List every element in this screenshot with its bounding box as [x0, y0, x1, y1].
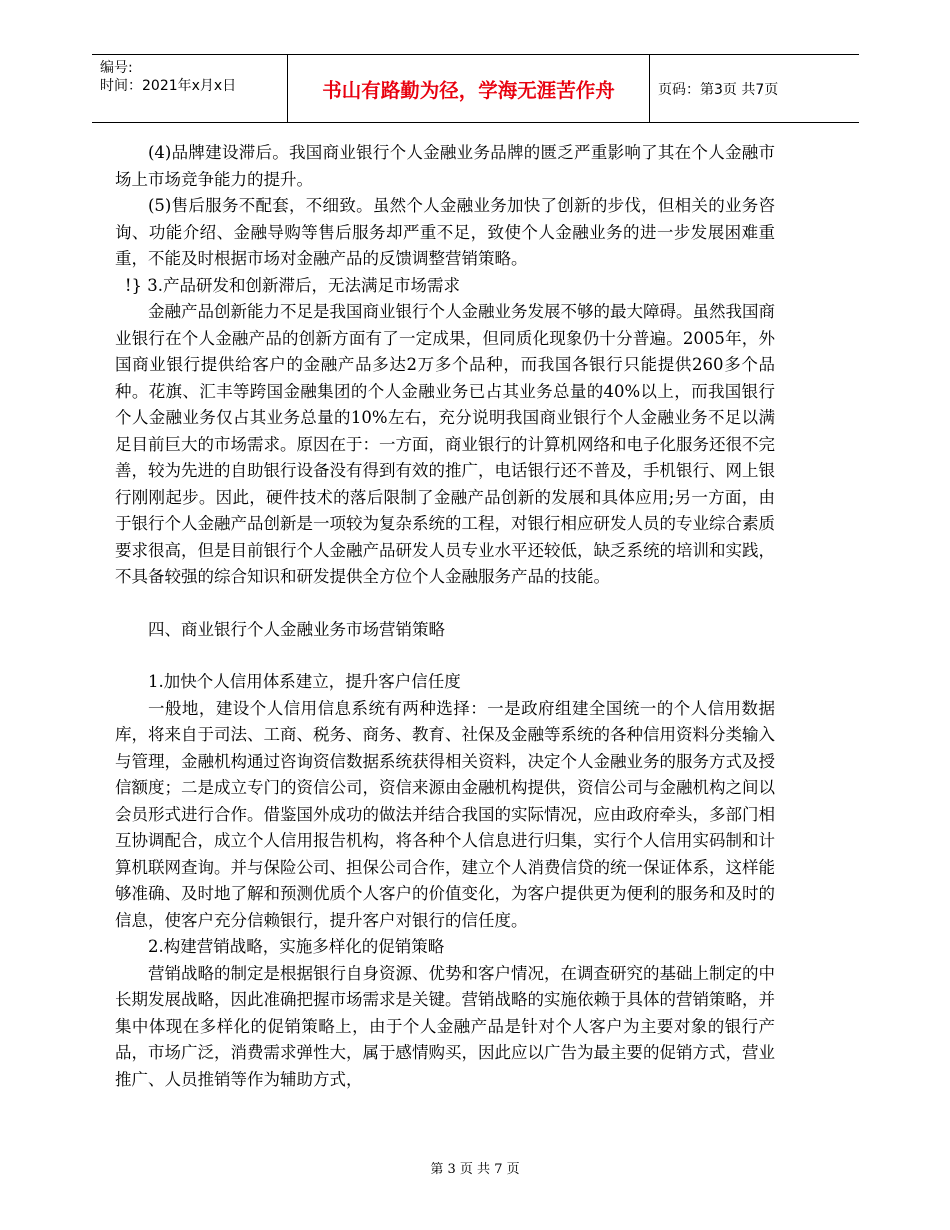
- section-heading-strategy: 四、商业银行个人金融业务市场营销策略: [148, 619, 445, 639]
- header-meta: [92, 55, 288, 122]
- header-slogan: 书山有路勤为径，学海无涯苦作舟: [288, 55, 650, 122]
- paragraph-after-sales: (5)售后服务不配套，不细致。虽然个人金融业务加快了创新的步伐，但相关的业务咨询、功能介绍、金融导购等售后服务却严重不足，致使个人金融业务的进一步发展困难重重，不能及时根据市场对金融产品的反馈调整营销策略。: [115, 196, 775, 268]
- time-label: 时间：2021年x月x日: [100, 78, 237, 94]
- page-footer: 第 3 页 共 7 页: [430, 1162, 520, 1177]
- paragraph-credit-system: 一般地，建设个人信用信息系统有两种选择：一是政府组建全国统一的个人信用数据库，将来自于司法、工商、税务、商务、教育、社保及金融等系统的各种信用资料分类输入与管理，金融机构通过咨询资信数据系统获得相关资料，决定个人金融业务的服务方式及授信额度；二是成立专门的资信公司，资信来源由金融机构提供，资信公司与金融机构之间以会员形式进行合作。借鉴国外成功的做法并结合我国的实际情况，应由政府牵头，多部门相互协调配合，成立个人信用报告机构，将各种个人信息进行归集，实行个人信用实码制和计算机联网查询。并与保险公司、担保公司合作，建立个人消费信贷的统一保证体系，这样能够准确、及时地了解和预测优质个人客户的价值变化，为客户提供更为便利的服务和及时的信息，使客户充分信赖银行，提升客户对银行的信任度。: [115, 698, 775, 930]
- subheading-marketing-strategy: 2.构建营销战略，实施多样化的促销策略: [148, 937, 445, 956]
- paragraph-marketing-strategy: 营销战略的制定是根据银行自身资源、优势和客户情况，在调查研究的基础上制定的中长期发展战略，因此准确把握市场需求是关键。营销战略的实施依赖于具体的营销策略，并集中体现在多样化的促销策略上，由于个人金融产品是针对个人客户为主要对象的银行产品，市场广泛，消费需求弹性大，属于感情购买，因此应以广告为最主要的促销方式，营业推广、人员推销等作为辅助方式，: [115, 963, 775, 1089]
- paragraph-innovation: 金融产品创新能力不足是我国商业银行个人金融业务发展不够的最大障碍。虽然我国商业银行在个人金融产品的创新方面有了一定成果，但同质化现象仍十分普遍。2005年，外国商业银行提供给客户的金融产品多达2万多个品种，而我国各银行只能提供260多个品种。花旗、汇丰等跨国金融集团的个人金融业务已占其业务总量的40%以上，而我国银行个人金融业务仅占其业务总量的10%左右，充分说明我国商业银行个人金融业务不足以满足目前巨大的市场需求。原因在于：一方面，商业银行的计算机网络和电子化服务还很不完善，较为先进的自助银行设备没有得到有效的推广，电话银行还不普及，手机银行、网上银行刚刚起步。因此，硬件技术的落后限制了金融产品创新的发展和具体应用;另一方面，由于银行个人金融产品创新是一项较为复杂系统的工程，对银行相应研发人员的专业综合素质要求很高，但是目前银行个人金融产品研发人员专业水平还较低，缺乏系统的培训和实践，不具备较强的综合知识和研发提供全方位个人金融服务产品的技能。: [115, 302, 775, 586]
- subheading-product-innovation: !} 3.产品研发和创新滞后，无法满足市场需求: [124, 275, 461, 295]
- document-body: [115, 140, 775, 1093]
- page-header: [92, 54, 859, 123]
- paragraph-brand: (4)品牌建设滞后。我国商业银行个人金融业务品牌的匮乏严重影响了其在个人金融市场上市场竞争能力的提升。: [115, 143, 775, 189]
- subheading-credit-system: 1.加快个人信用体系建立，提升客户信任度: [148, 672, 461, 691]
- number-label: 编号:: [100, 60, 133, 76]
- header-page-info: 页码：第3页 共7页: [658, 81, 779, 98]
